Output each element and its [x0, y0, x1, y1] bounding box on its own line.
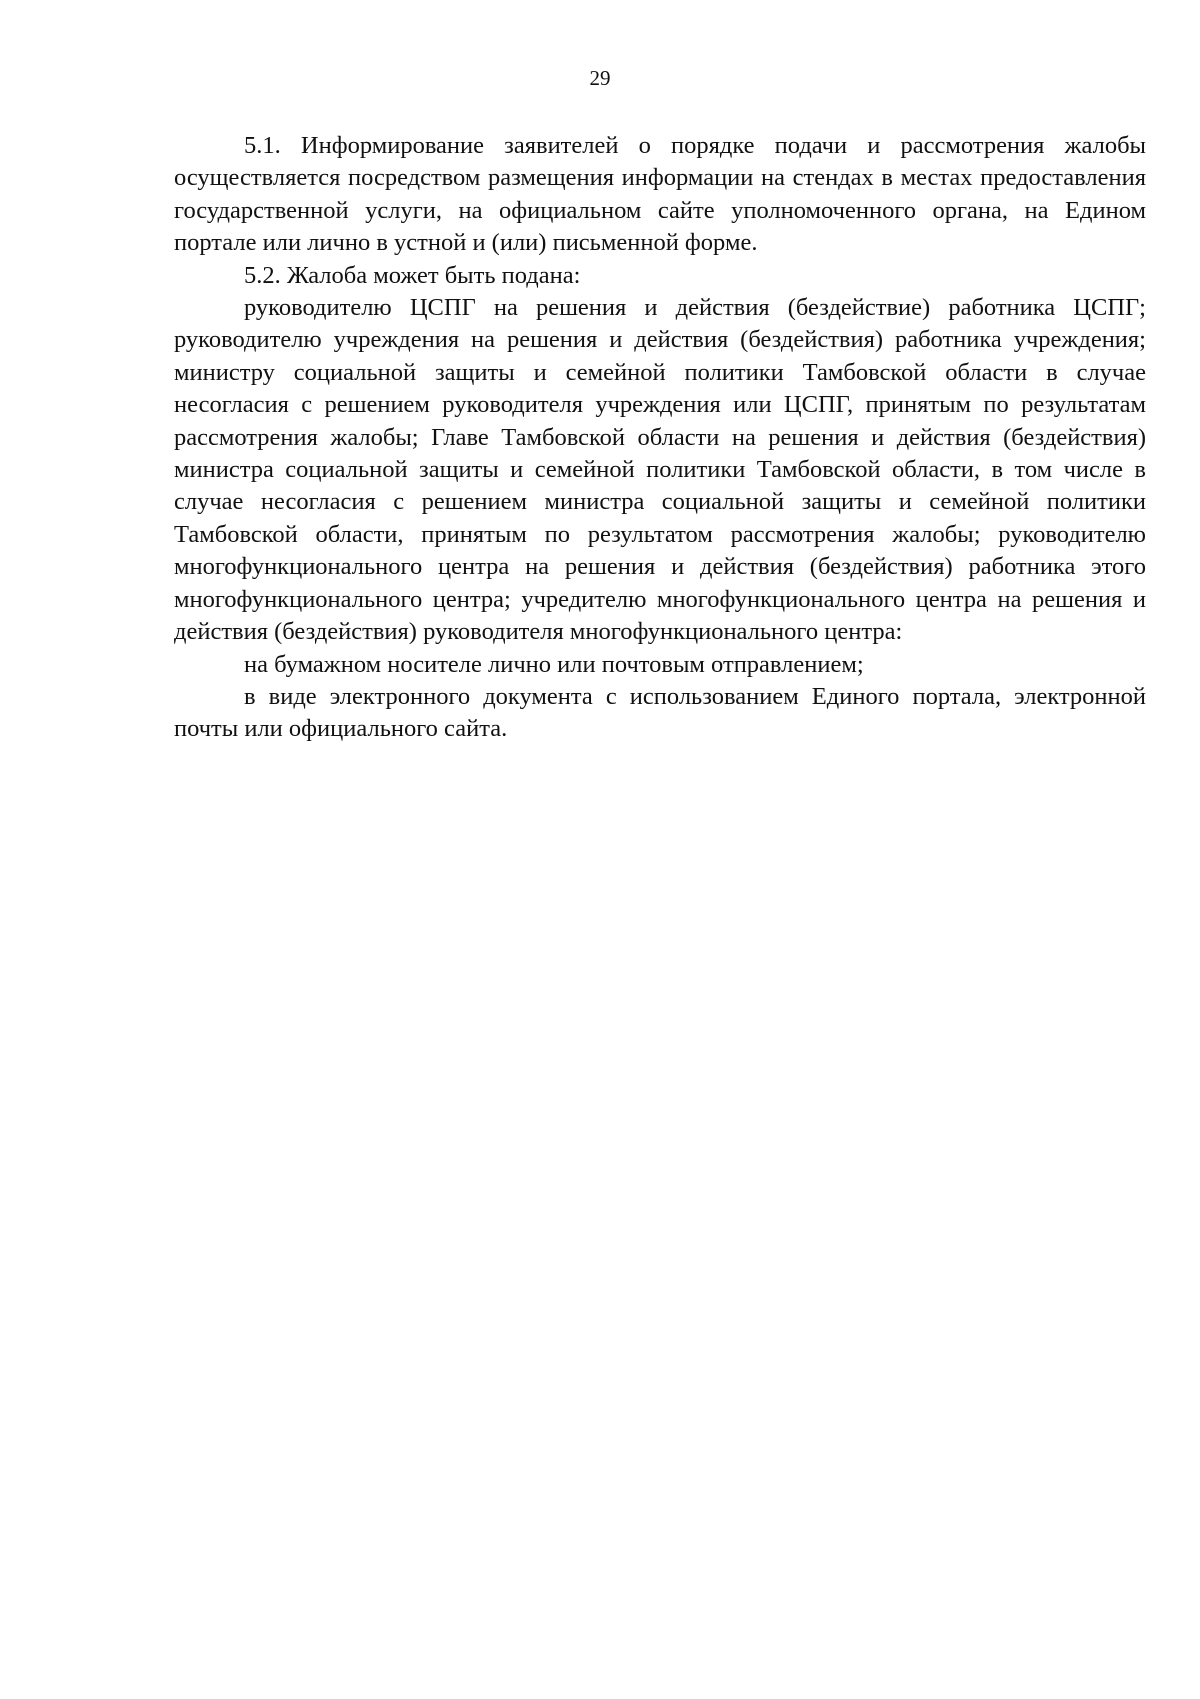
- paragraph-paper-form: на бумажном носителе лично или почтовым отправлением;: [244, 650, 864, 678]
- page-number: 29: [589, 66, 611, 90]
- paragraph-electronic-form: в виде электронного документа с использованием Единого портала, электронной почты или официального сайта.: [174, 682, 1146, 743]
- paragraph-5-2: 5.2. Жалоба может быть подана:: [244, 261, 581, 289]
- paragraph-5-1: 5.1. Информирование заявителей о порядке подачи и рассмотрения жалобы осуществляется посредством размещения информации на стендах в местах предоставления государственной услуги, на официальном сайте уполномоченного органа, на Едином портале или лично в устной и (или) письменной форме.: [174, 132, 1146, 257]
- document-body: [174, 130, 1146, 746]
- paragraph-addressees: руководителю ЦСПГ на решения и действия (бездействие) работника ЦСПГ; руководителю учреждения на решения и действия (бездействия) работника учреждения; министру социальной защиты и семейной политики Тамбовской области в случае несогласия с решением руководителя учреждения или ЦСПГ, принятым по результатам рассмотрения жалобы; Главе Тамбовской области на решения и действия (бездействия) министра социальной защиты и семейной политики Тамбовской области, в том числе в случае несогласия с решением министра социальной защиты и семейной политики Тамбовской области, принятым по результатом рассмотрения жалобы; руководителю многофункционального центра на решения и действия (бездействия) работника этого многофункционального центра; учредителю многофункционального центра на решения и действия (бездействия) руководителя многофункционального центра:: [174, 294, 1146, 646]
